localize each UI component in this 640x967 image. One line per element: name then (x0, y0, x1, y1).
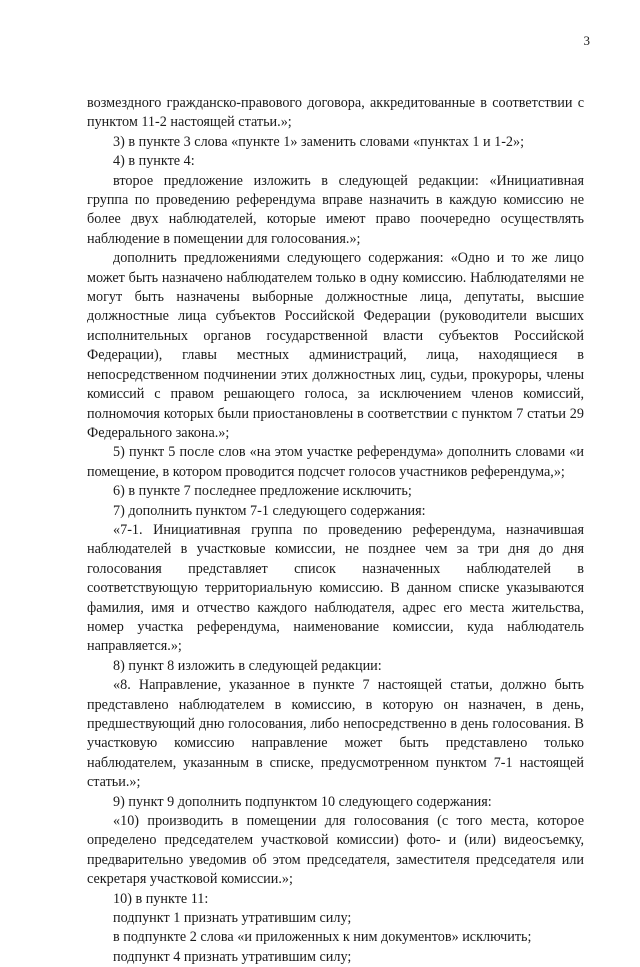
paragraph: дополнить предложениями следующего содержания: «Одно и то же лицо может быть назначено наблюдателем только в одну комиссию. Наблюдателями не могут быть назначены выборные должностные лица, депутаты, высшие должностные лица субъектов Российской Федерации (руководители высших исполнительных органов государственной власти субъектов Российской Федерации), главы местных администраций, лица, находящиеся в непосредственном подчинении этих должностных лиц, судьи, прокуроры, члены комиссий с правом решающего голоса, за исключением членов комиссий, полномочия которых были приостановлены в соответствии с пунктом 7 статьи 29 Федерального закона.»; (87, 250, 584, 441)
paragraph: второе предложение изложить в следующей редакции: «Инициативная группа по проведению референдума вправе назначить в каждую комиссию не более двух наблюдателей, которые имеют право поочередно осуществлять наблюдение в помещении для голосования.»; (87, 172, 584, 247)
paragraph: 7) дополнить пунктом 7-1 следующего содержания: (113, 502, 426, 519)
paragraph: подпункт 1 признать утратившим силу; (113, 910, 352, 927)
body-text (87, 94, 584, 967)
paragraph: 8) пункт 8 изложить в следующей редакции: (113, 657, 382, 674)
paragraph: возмездного гражданско-правового договора, аккредитованные в соответствии с пунктом 11-2 настоящей статьи.»; (87, 95, 584, 131)
paragraph: 3) в пункте 3 слова «пункте 1» заменить словами «пунктах 1 и 1-2»; (113, 133, 525, 150)
paragraph: 4) в пункте 4: (113, 153, 195, 170)
paragraph: «7-1. Инициативная группа по проведению референдума, назначившая наблюдателей в участковые комиссии, не позднее чем за три дня до дня голосования представляет список назначенных наблюдателей в соответствующую территориальную комиссию. В данном списке указываются фамилия, имя и отчество каждого наблюдателя, адрес его места жительства, номер участка референдума, наименование комиссии, куда наблюдатель направляется.»; (87, 521, 584, 655)
paragraph: 9) пункт 9 дополнить подпунктом 10 следующего содержания: (113, 793, 492, 810)
page-number: 3 (583, 33, 590, 48)
paragraph: 5) пункт 5 после слов «на этом участке референдума» дополнить словами «и помещение, в котором проводится подсчет голосов участников референдума,»; (87, 444, 584, 480)
paragraph: в подпункте 2 слова «и приложенных к ним документов» исключить; (113, 929, 532, 946)
paragraph: 10) в пункте 11: (113, 890, 209, 907)
paragraph: «8. Направление, указанное в пункте 7 настоящей статьи, должно быть представлено наблюдателем в комиссию, в которую он назначен, в день, предшествующий дню голосования, либо непосредственно в день голосования. В участковую комиссию направление может быть представлено только наблюдателем, указанным в списке, предусмотренном пунктом 7-1 настоящей статьи.»; (87, 677, 584, 791)
paragraph: 6) в пункте 7 последнее предложение исключить; (113, 483, 412, 500)
paragraph: подпункт 4 признать утратившим силу; (113, 948, 352, 965)
paragraph: «10) производить в помещении для голосования (с того места, которое определено председателем участковой комиссии) фото- и (или) видеосъемку, предварительно уведомив об этом председателя, заместителя председателя или секретаря участковой комиссии.»; (87, 813, 584, 888)
